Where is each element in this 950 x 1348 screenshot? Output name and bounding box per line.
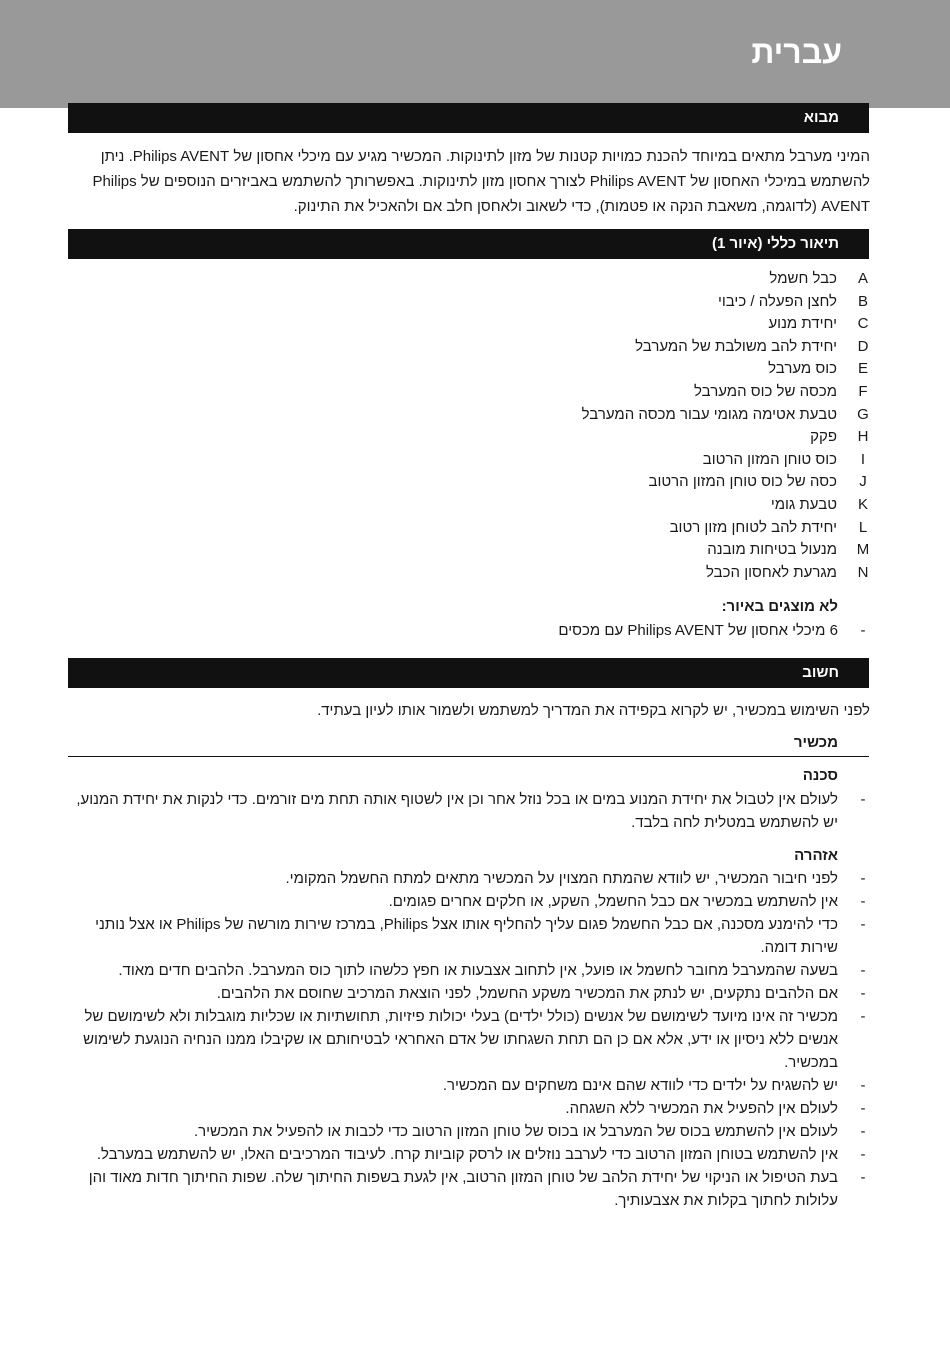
warning-item-text: לעולם אין להשתמש בכוס של המערבל או בכוס של טוחן המזון הרטוב כדי לכבות או להפעיל את המכשיר. bbox=[193, 1123, 838, 1140]
important-intro: לפני השימוש במכשיר, יש לקרוא בקפידה את המדריך למשתמש ולשמור אותו לעיון בעתיד. bbox=[317, 702, 870, 719]
warning-item-text: אין להשתמש במכשיר אם כבל החשמל, השקע, או חלקים אחרים פגומים. bbox=[388, 893, 838, 910]
part-item bbox=[420, 268, 870, 291]
bullet-dash: - bbox=[860, 985, 866, 1002]
part-label: כוס טוחן המזון הרטוב bbox=[702, 450, 837, 468]
part-letter: D bbox=[857, 337, 869, 355]
bullet-dash: - bbox=[860, 791, 866, 808]
part-item bbox=[420, 358, 870, 381]
part-item bbox=[420, 494, 870, 517]
important-heading-bar bbox=[68, 658, 869, 688]
warning-item bbox=[68, 890, 870, 913]
part-letter: C bbox=[857, 315, 869, 333]
bullet-dash: - bbox=[860, 916, 866, 933]
danger-heading: סכנה bbox=[802, 767, 838, 784]
warning-item-text: בשעה שהמערבל מחובר לחשמל או פועל, אין לתחוב אצבעות או חפץ כלשהו לתוך כוס המערבל. הלהבים חדים מאוד. bbox=[118, 962, 838, 979]
intro-heading: מבוא bbox=[803, 109, 839, 126]
warning-list bbox=[68, 867, 870, 1212]
warning-item bbox=[68, 913, 870, 959]
part-label: יחידת להב לטוחן מזון רטוב bbox=[669, 518, 837, 536]
part-label: כבל חשמל bbox=[769, 270, 837, 287]
bullet-dash: - bbox=[860, 893, 866, 910]
general-description-heading-bar bbox=[68, 229, 869, 259]
part-item bbox=[420, 539, 870, 562]
warning-item-text: יש להשגיח על ילדים כדי לוודא שהם אינם משחקים עם המכשיר. bbox=[442, 1077, 838, 1094]
part-letter: A bbox=[857, 270, 868, 287]
warning-item-text: כדי להימנע מסכנה, אם כבל החשמל פגום עליך להחליף אותו אצל Philips, במרכז שירות מורשה של Philips או אצל נותני שירות דומה. bbox=[95, 916, 838, 956]
part-label: מנעול בטיחות מובנה bbox=[707, 541, 837, 559]
part-item bbox=[420, 336, 870, 359]
warning-item-text: לעולם אין להפעיל את המכשיר ללא השגחה. bbox=[565, 1100, 838, 1117]
part-letter: H bbox=[857, 428, 869, 446]
bullet-dash: - bbox=[860, 962, 866, 979]
part-item bbox=[420, 471, 870, 494]
danger-list bbox=[68, 788, 870, 834]
header-band bbox=[0, 0, 950, 108]
bullet-dash: - bbox=[860, 1169, 866, 1186]
part-label: יחידת להב משולבת של המערבל bbox=[635, 337, 837, 355]
part-label: כוס מערבל bbox=[768, 360, 837, 378]
part-item bbox=[420, 517, 870, 540]
part-label: טבעת גומי bbox=[770, 495, 837, 513]
part-letter: J bbox=[859, 473, 867, 491]
part-item bbox=[420, 404, 870, 427]
warning-item-text: בעת הטיפול או הניקוי של יחידת הלהב של טוחן המזון הרטוב, אין לגעת בשפות החיתוך שלה. שפות החיתוך חדות מאוד והן עלולות לחתוך בקלות את אצבעותיך. bbox=[88, 1169, 838, 1209]
part-item bbox=[420, 562, 870, 585]
part-label: יחידת מנוע bbox=[768, 315, 837, 333]
part-letter: E bbox=[857, 360, 868, 378]
bullet-dash: - bbox=[860, 870, 866, 887]
parts-list bbox=[420, 268, 870, 584]
appliance-rule bbox=[68, 756, 869, 757]
not-shown-heading: לא מוצגים באיור: bbox=[721, 598, 838, 615]
warning-item-text: אין להשתמש בטוחן המזון הרטוב כדי לערבב נוזלים או לרסק קוביות קרח. לעיבוד המרכיבים האלו, יש להשתמש במערבל. bbox=[96, 1146, 838, 1163]
not-shown-item-text: 6 מיכלי אחסון של Philips AVENT עם מכסים bbox=[558, 622, 838, 639]
language-title: עברית bbox=[751, 34, 842, 70]
danger-item-text: לעולם אין לטבול את יחידת המנוע במים או בכל נוזל אחר וכן אין לשטוף אותה תחת מים זורמים. כדי לנקות את יחידת המנוע, יש להשתמש במטלית לחה בלבד. bbox=[76, 791, 838, 831]
bullet-dash: - bbox=[860, 1100, 866, 1117]
part-label: טבעת אטימה מגומי עבור מכסה המערבל bbox=[581, 405, 837, 423]
part-item bbox=[420, 291, 870, 314]
bullet-dash: - bbox=[860, 622, 866, 639]
bullet-dash: - bbox=[860, 1008, 866, 1025]
intro-heading-bar bbox=[68, 103, 869, 133]
part-label: כסה של כוס טוחן המזון הרטוב bbox=[648, 473, 837, 491]
part-item bbox=[420, 426, 870, 449]
bullet-dash: - bbox=[860, 1123, 866, 1140]
part-item bbox=[420, 313, 870, 336]
bullet-dash: - bbox=[860, 1077, 866, 1094]
general-description-heading: תיאור כללי (איור 1) bbox=[712, 235, 839, 252]
part-label: פקק bbox=[810, 428, 837, 446]
not-shown-list bbox=[68, 619, 870, 642]
warning-item bbox=[68, 1074, 870, 1097]
part-label: לחצן הפעלה / כיבוי bbox=[717, 292, 837, 310]
part-item bbox=[420, 381, 870, 404]
danger-item bbox=[68, 788, 870, 834]
warning-item-text: לפני חיבור המכשיר, יש לוודא שהמתח המצוין על המכשיר מתאים למתח החשמל המקומי. bbox=[285, 870, 838, 887]
warning-heading: אזהרה bbox=[794, 847, 838, 864]
part-letter: N bbox=[857, 563, 869, 581]
part-letter: I bbox=[860, 450, 866, 468]
part-letter: K bbox=[857, 495, 868, 513]
warning-item bbox=[68, 867, 870, 890]
part-letter: G bbox=[857, 405, 869, 423]
part-label: מכסה של כוס המערבל bbox=[694, 382, 837, 400]
part-item bbox=[420, 449, 870, 472]
warning-item bbox=[68, 959, 870, 982]
not-shown-item bbox=[68, 619, 870, 642]
intro-paragraph: המיני מערבל מתאים במיוחד להכנת כמויות קטנות של מזון לתינוקות. המכשיר מגיע עם מיכלי אחסון של Philips AVENT. ניתן להשתמש במיכלי האחסון של Philips AVENT לצורך אחסון מזון לתינוקות. באפשרותך להשתמש באביזרים הנוספים של Philips AVENT (לדוגמה, משאבת הנקה או פטמות), כדי לשאוב ולאחסן חלב אם ולהאכיל את התינוק. bbox=[92, 148, 870, 215]
warning-item-text: אם הלהבים נתקעים, יש לנתק את המכשיר משקע החשמל, לפני הוצאת המרכיב שחוסם את הלהבים. bbox=[216, 985, 838, 1002]
part-letter: B bbox=[857, 292, 868, 310]
warning-item-text: מכשיר זה אינו מיועד לשימושם של אנשים (כולל ילדים) בעלי יכולות פיזיות, תחושתיות או שכליות מוגבלות ולא לשימושם של אנשים ללא ניסיון או ידע, אלא אם כן הם תחת השגחתו של אדם האחראי לבטיחותם או שקיבלו ממנו הנחיה הנוגעת לשימוש במכשיר. bbox=[83, 1008, 838, 1071]
warning-item bbox=[68, 1005, 870, 1074]
warning-item bbox=[68, 1120, 870, 1143]
warning-item bbox=[68, 1143, 870, 1166]
part-letter: M bbox=[856, 541, 870, 559]
part-label: מגרעת לאחסון הכבל bbox=[706, 563, 837, 581]
important-heading: חשוב bbox=[802, 664, 839, 681]
part-letter: L bbox=[858, 518, 868, 536]
appliance-heading: מכשיר bbox=[793, 734, 838, 751]
warning-item bbox=[68, 982, 870, 1005]
part-letter: F bbox=[858, 382, 868, 400]
warning-item bbox=[68, 1166, 870, 1212]
bullet-dash: - bbox=[860, 1146, 866, 1163]
warning-item bbox=[68, 1097, 870, 1120]
